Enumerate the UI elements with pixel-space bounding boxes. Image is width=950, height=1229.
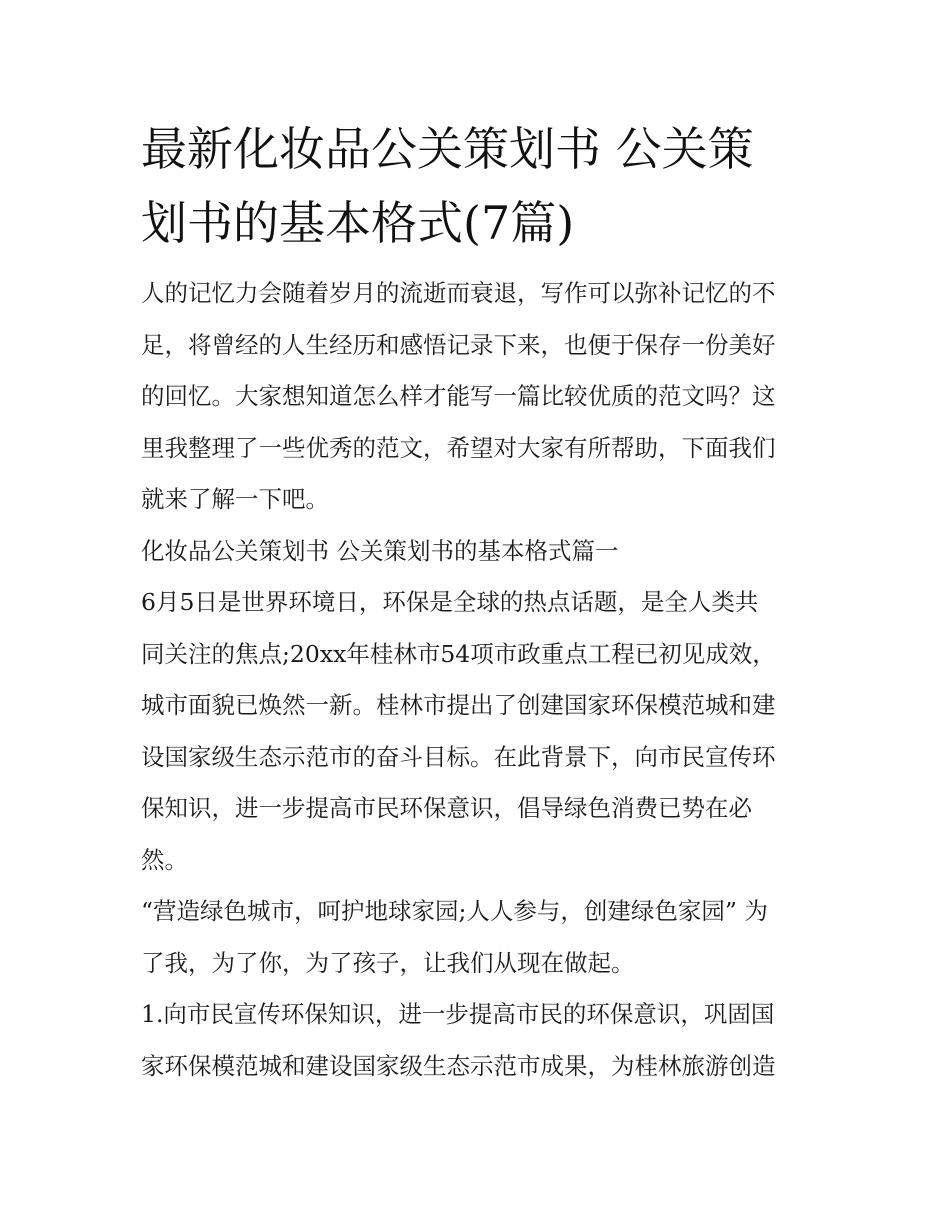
text-line: 了我，为了你，为了孩子，让我们从现在做起。 bbox=[141, 948, 635, 977]
slogan-paragraph bbox=[141, 886, 813, 989]
title-line: 划书的基本格式(7篇) bbox=[141, 196, 575, 250]
title-line: 最新化妆品公关策划书 公关策 bbox=[141, 122, 754, 176]
text-line: 的回忆。大家想知道怎么样才能写一篇比较优质的范文吗？这 bbox=[141, 382, 776, 410]
background-paragraph bbox=[141, 577, 813, 886]
text-line: 保知识，进一步提高市民环保意识，倡导绿色消费已势在必 bbox=[141, 794, 752, 822]
text-line: 人的记忆力会随着岁月的流逝而衰退，写作可以弥补记忆的不 bbox=[141, 279, 776, 307]
text-line: “营造绿色城市，呵护地球家园;人人参与，创建绿色家园” 为 bbox=[141, 897, 768, 925]
text-line: 足，将曾经的人生经历和感悟记录下来，也便于保存一份美好 bbox=[141, 330, 776, 359]
text-line: 然。 bbox=[141, 845, 188, 874]
text-line: 就来了解一下吧。 bbox=[141, 485, 329, 513]
text-line: 城市面貌已焕然一新。桂林市提出了创建国家环保模范城和建 bbox=[141, 691, 776, 719]
text-line: 6月5日是世界环境日，环保是全球的热点话题，是全人类共 bbox=[141, 588, 759, 616]
text-line: 化妆品公关策划书 公关策划书的基本格式篇一 bbox=[141, 536, 619, 565]
document-title bbox=[141, 112, 813, 260]
intro-paragraph bbox=[141, 268, 813, 526]
text-line: 1.向市民宣传环保知识，进一步提高市民的环保意识，巩固国 bbox=[141, 1000, 775, 1028]
text-line: 里我整理了一些优秀的范文，希望对大家有所帮助，下面我们 bbox=[141, 433, 776, 462]
document-body bbox=[141, 112, 813, 1092]
text-line: 设国家级生态示范市的奋斗目标。在此背景下，向市民宣传环 bbox=[141, 742, 776, 771]
section-heading bbox=[141, 526, 813, 578]
text-line: 同关注的焦点;20xx年桂林市54项市政重点工程已初见成效， bbox=[141, 639, 776, 668]
objective-paragraph bbox=[141, 989, 813, 1092]
text-line: 家环保模范城和建设国家级生态示范市成果，为桂林旅游创造 bbox=[141, 1051, 776, 1080]
